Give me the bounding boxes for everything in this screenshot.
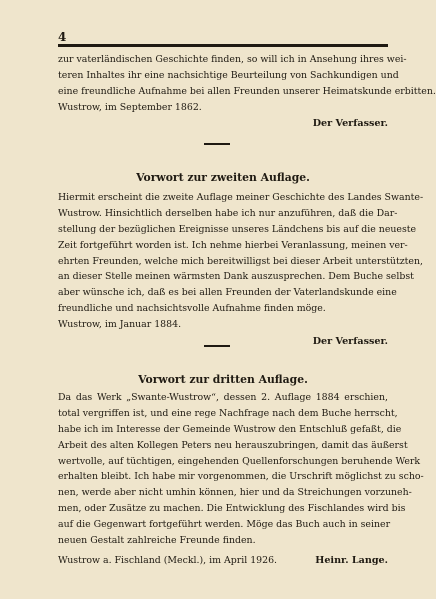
section-heading: Vorwort zur dritten Auflage. bbox=[138, 373, 308, 386]
text-line: Hiermit erscheint die zweite Auflage meiner Geschichte des Landes Swante- bbox=[58, 191, 424, 203]
page-number: 4 bbox=[58, 30, 67, 44]
text-line: zur vaterländischen Geschichte finden, so will ich in Ansehung ihres wei- bbox=[58, 54, 407, 65]
closing-row bbox=[58, 553, 388, 569]
date-line: Wustrow a. Fischland (Meckl.), im April 1926. bbox=[58, 554, 278, 566]
text-line: Zeit fortgeführt worden ist. Ich nehme hierbei Veranlassung, meinen ver- bbox=[58, 239, 408, 251]
text-line: wertvolle, auf tüchtigen, eingehenden Quellenforschungen beruhende Werk bbox=[58, 455, 421, 467]
text-line: Arbeit des alten Kollegen Peters neu herauszubringen, damit das äußerst bbox=[58, 439, 408, 451]
section-heading: Vorwort zur zweiten Auflage. bbox=[136, 171, 310, 184]
text-line: ehrten Freunden, welche mich bereitwilligst bei dieser Arbeit unterstützten, bbox=[58, 255, 423, 267]
section-separator bbox=[204, 345, 230, 347]
date-line: Wustrow, im September 1862. bbox=[58, 101, 202, 113]
text-line: an dieser Stelle meinen wärmsten Dank auszusprechen. Dem Buche selbst bbox=[58, 271, 414, 283]
text-line: eine freundliche Aufnahme bei allen Freunden unserer Heimatskunde erbitten. bbox=[58, 85, 436, 97]
text-line: habe ich im Interesse der Gemeinde Wustrow den Entschluß gefaßt, die bbox=[58, 423, 402, 435]
signature: Heinr. Lange. bbox=[315, 554, 388, 566]
text-line: auf die Gegenwart fortgeführt werden. Möge das Buch auch in seiner bbox=[58, 519, 391, 531]
text-line: total vergriffen ist, und eine rege Nachfrage nach dem Buche herrscht, bbox=[58, 407, 398, 419]
text-line: men, oder Zusätze zu machen. Die Entwicklung des Fischlandes wird bis bbox=[58, 503, 406, 515]
signature: Der Verfasser. bbox=[312, 336, 388, 348]
preface-first-end bbox=[58, 52, 436, 132]
text-line: stellung der bezüglichen Ereignisse unseres Ländchens bis auf die neueste bbox=[58, 223, 417, 235]
section-separator bbox=[204, 143, 230, 145]
preface-second-edition bbox=[58, 170, 424, 350]
text-line: freundliche und nachsichtsvolle Aufnahme finden möge. bbox=[58, 303, 326, 315]
text-line: aber wünsche ich, daß es bei allen Freunden der Vaterlandskunde eine bbox=[58, 287, 397, 299]
text-line: nen, werde aber nicht umhin können, hier und da Streichungen vorzuneh- bbox=[58, 487, 412, 499]
preface-third-edition bbox=[58, 372, 424, 569]
text-line: Wustrow. Hinsichtlich derselben habe ich nur anzuführen, daß die Dar- bbox=[58, 207, 398, 219]
text-line: erhalten bleibt. Ich habe mir vorgenommen, die Urschrift möglichst zu scho- bbox=[58, 471, 424, 483]
header-rule bbox=[58, 44, 388, 47]
signature: Der Verfasser. bbox=[312, 117, 388, 129]
text-line: Da das Werk „Swante-Wustrow“, dessen 2. Auflage 1884 erschien, bbox=[58, 391, 388, 403]
text-line: teren Inhaltes ihr eine nachsichtige Beurteilung von Sachkundigen und bbox=[58, 69, 399, 81]
text-line: neuen Gestalt zahlreiche Freunde finden. bbox=[58, 535, 256, 547]
date-line: Wustrow, im Januar 1884. bbox=[58, 319, 182, 331]
